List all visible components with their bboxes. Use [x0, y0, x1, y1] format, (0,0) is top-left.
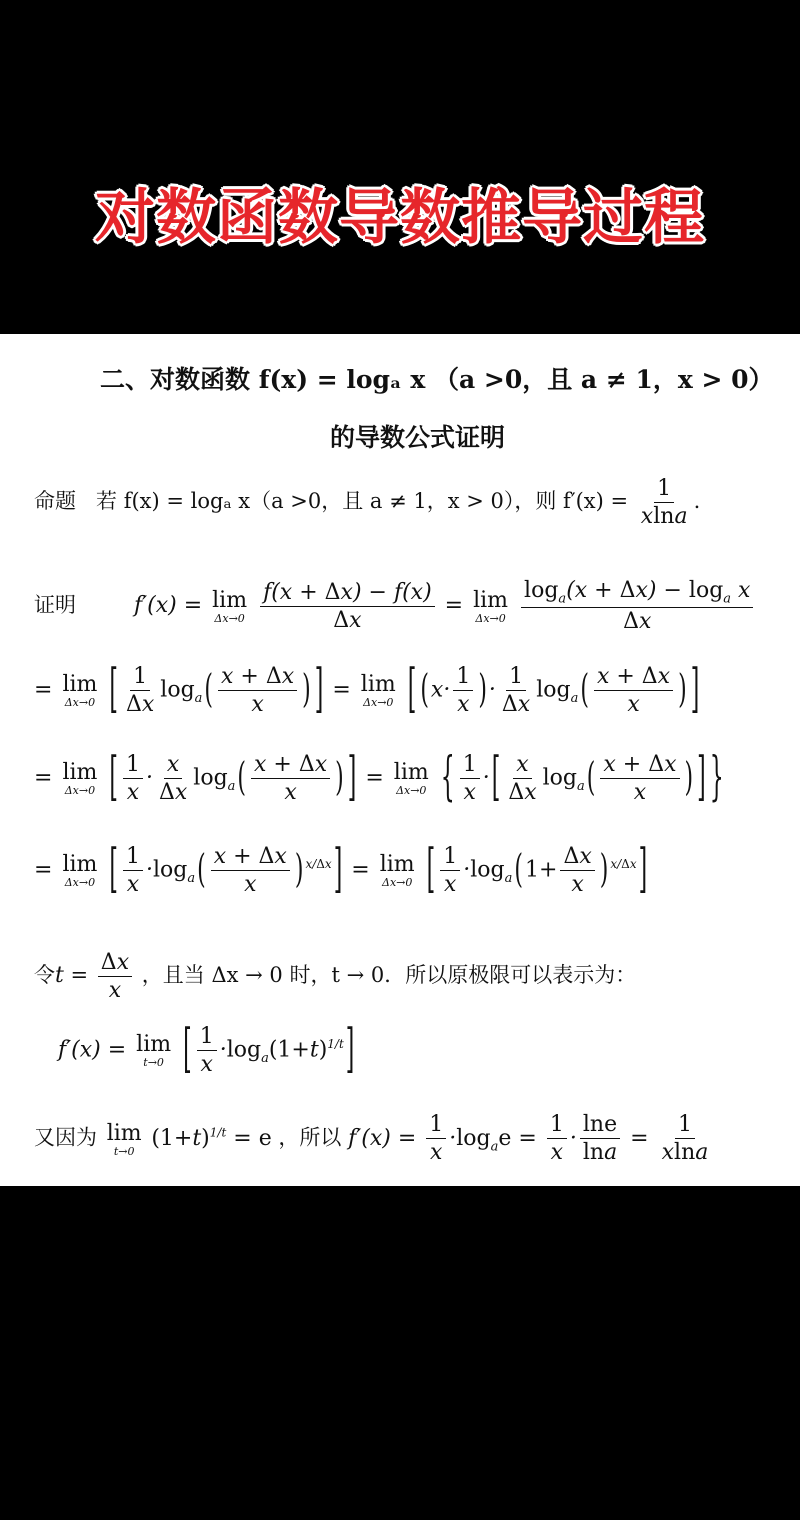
document-page	[0, 334, 800, 1186]
proposition-result-fraction: $\frac{1}{xlna}$	[640, 476, 688, 529]
proposition: 命题 若 f(x) = logₐ x（a >0，且 a ≠ 1，x > 0），则 f′(x) = $\frac{1}{xlna}$ .	[34, 476, 701, 529]
limit-in-t-line: f′(x) = lim t→0 [ $\frac{1}{x}$ $\cdot\log_a(1+t)^{1/t}$]	[58, 1020, 355, 1081]
substitution-text: ，且当 Δx → 0 时，t → 0．所以原极限可以表示为：	[141, 963, 637, 987]
heading-line-2: 的导数公式证明	[330, 423, 506, 452]
substitution-line: 令t = $\frac{\Delta x}{x}$ ，且当 Δx → 0 时，t → 0．所以原极限可以表示为：	[34, 950, 637, 1003]
proof-line-1: 证明 f′(x) = lim Δx→0 $\frac{f(x + \Delta x) - f(x)}{\Delta x}$ = lim Δx→0 $\frac{\log_a(x + \Delta x) - \log_a x}{\Delta x}$	[34, 578, 756, 634]
limit-operator: lim Δx→0	[212, 587, 248, 625]
proposition-label: 命题	[34, 489, 76, 513]
proposition-text: 若 f(x) = logₐ x（a >0，且 a ≠ 1，x > 0），则 f′(x) =	[96, 489, 629, 513]
heading-line-1: 二、对数函数 f(x) = logₐ x （a >0，且 a ≠ 1，x > 0）	[100, 365, 774, 394]
proof-line-3: = lim Δx→0 [ $\frac{1}{x}$ · $\frac{x}{\Delta x}$ $\log_a$( $\frac{x + \Delta x}{x}$ ) ] = lim Δx→0 { $\frac{1}{x}$ ·[ $\frac{x}{\Delta x}$ $\log_a$( $\frac{x + \Delta x}{x}$ ) ] }	[34, 748, 724, 809]
title-banner	[0, 0, 800, 334]
bottom-black-area	[0, 1186, 800, 1520]
final-mid: ，所以	[278, 1125, 342, 1150]
banner-title: 对数函数导数推导过程	[95, 183, 705, 253]
final-prefix: 又因为	[34, 1125, 97, 1150]
proof-line-2: = lim Δx→0 [ $\frac{1}{\Delta x}$ $\log_a$( $\frac{x + \Delta x}{x}$ ) ] = lim Δx→0 [ (x· $\frac{1}{x}$ )· $\frac{1}{\Delta x}$ $\log_a$( $\frac{x + \Delta x}{x}$ ) ]	[34, 660, 700, 721]
proof-line-4: = lim Δx→0 [ $\frac{1}{x}$ $\cdot\log_a$( $\frac{x + \Delta x}{x}$ ) $^{x/\Delta x}$] = lim Δx→0 [ $\frac{1}{x}$ $\cdot\log_a(1+$ $\frac{\Delta x}{x}$ ) $^{x/\Delta x}$]	[34, 840, 648, 901]
final-line: 又因为 lim t→0 $(1+t)^{1/t} = e$ ，所以 f′(x) = $\frac{1}{x}$ $\cdot\log_ae$ = $\frac{1}{x}$ · $\frac{\ln e}{\ln a}$ = $\frac{1}{xlna}$	[34, 1112, 709, 1165]
proof-label: 证明	[34, 593, 76, 618]
substitution-prefix: 令	[34, 963, 55, 987]
